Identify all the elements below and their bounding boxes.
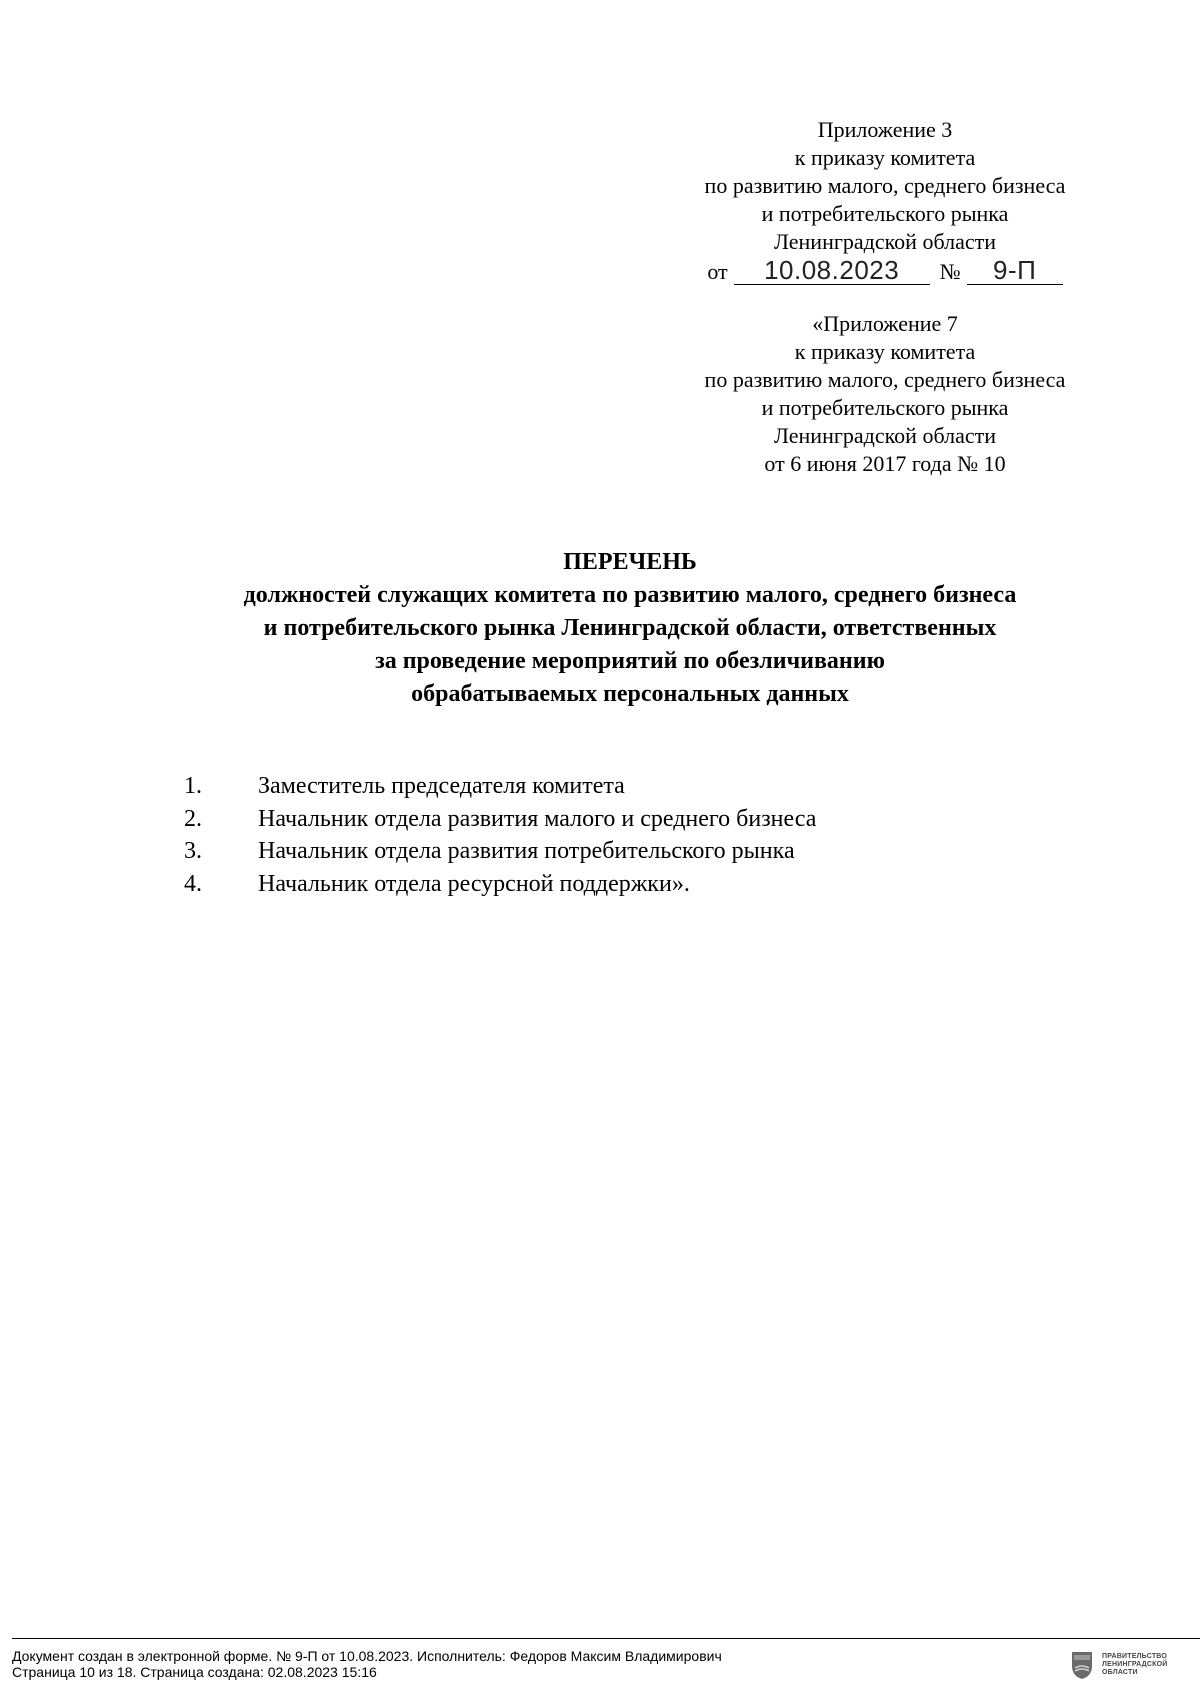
title-line: и потребительского рынка Ленинградской области, ответственных [263, 615, 997, 641]
list-item-text: Начальник отдела развития малого и среднего бизнеса [258, 805, 817, 832]
appendix-line: к приказу комитета [794, 145, 976, 170]
logo-text-line: ОБЛАСТИ [1102, 1669, 1138, 1676]
number-sign: № [939, 259, 961, 284]
appendix-line: «Приложение 7 [812, 311, 958, 336]
date-prefix: от [707, 259, 728, 284]
list-item [184, 770, 1084, 803]
appendix-line: и потребительского рынка [761, 395, 1009, 420]
leningrad-region-emblem-icon [1070, 1650, 1094, 1680]
appendix-line: по развитию малого, среднего бизнеса [704, 173, 1066, 198]
appendix-line: от 6 июня 2017 года № 10 [764, 451, 1006, 476]
list-item-number: 2. [184, 805, 202, 832]
title-line: за проведение мероприятий по обезличиванию [375, 648, 885, 674]
footer-divider [12, 1638, 1200, 1639]
appendix-line: и потребительского рынка [761, 201, 1009, 226]
list-item-number: 1. [184, 773, 202, 799]
list-item-text: Заместитель председателя комитета [258, 773, 625, 799]
appendix-line: к приказу комитета [794, 339, 976, 364]
list-item [184, 803, 1084, 836]
logo-text-line: ПРАВИТЕЛЬСТВО [1102, 1653, 1168, 1660]
footer-metadata [12, 1648, 722, 1680]
appendix-line: Приложение 3 [817, 117, 953, 142]
list-item-number: 4. [184, 870, 202, 897]
government-logo-text [1102, 1653, 1167, 1677]
order-number-field: 9-П [967, 256, 1063, 285]
footer-line-document: Документ создан в электронной форме. № 9-П от 10.08.2023. Исполнитель: Федоров Максим Владимирович [12, 1648, 722, 1664]
list-item-text: Начальник отдела развития потребительского рынка [258, 838, 795, 864]
government-logo [1070, 1647, 1192, 1683]
list-item-text: Начальник отдела ресурсной поддержки». [258, 870, 690, 897]
title-heading: ПЕРЕЧЕНЬ [563, 549, 697, 575]
appendix-line: Ленинградской области [774, 423, 996, 448]
logo-text-line: ЛЕНИНГРАДСКОЙ [1102, 1661, 1168, 1668]
title-line: должностей служащих комитета по развитию малого, среднего бизнеса [243, 582, 1017, 608]
list-item-number: 3. [184, 838, 202, 864]
list-item [184, 835, 1084, 868]
order-date-number-line [680, 256, 1090, 286]
document-title [120, 546, 1140, 711]
list-item [184, 868, 1084, 901]
appendix-line: Ленинградской области [774, 229, 996, 254]
title-line: обрабатываемых персональных данных [411, 681, 849, 707]
appendix-current-block [680, 116, 1090, 286]
footer-line-page: Страница 10 из 18. Страница создана: 02.08.2023 15:16 [12, 1664, 377, 1680]
appendix-line: по развитию малого, среднего бизнеса [704, 367, 1066, 392]
order-date-field: 10.08.2023 [734, 256, 930, 285]
appendix-original-block [680, 310, 1090, 478]
positions-list [184, 770, 1084, 900]
